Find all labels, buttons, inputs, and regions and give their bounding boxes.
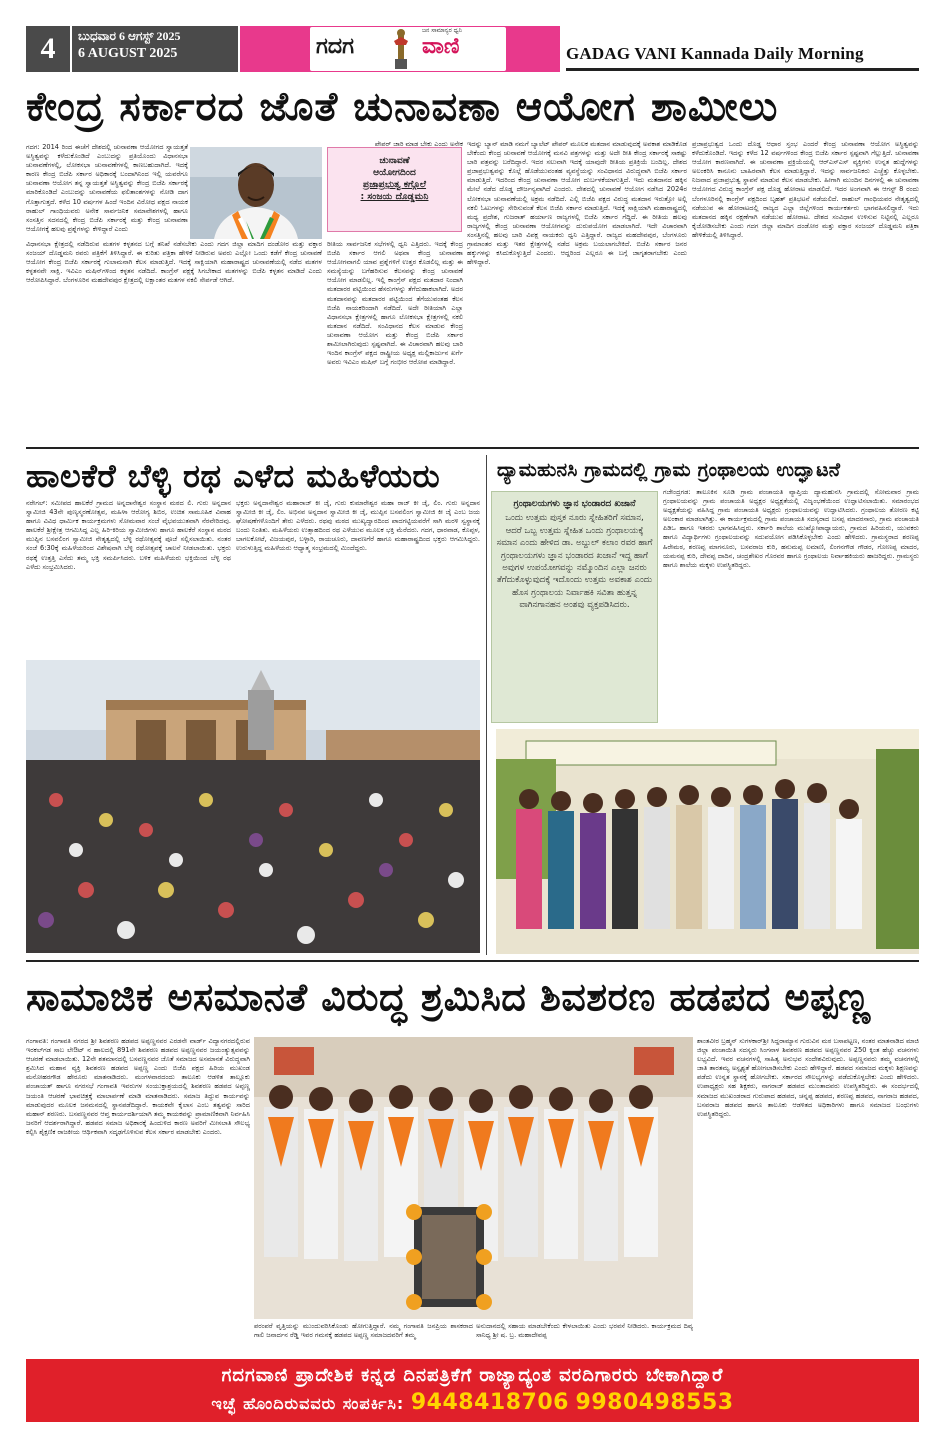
banner-contact-label: ಇಚ್ಛೆ ಹೊಂದಿರುವವರು ಸಂಪರ್ಕಿಸಿ: <box>211 1394 405 1413</box>
library-quote-title: ಗ್ರಂಥಾಲಯಗಳು ಜ್ಞಾನ ಭಂಡಾರದ ಖಜಾನೆ <box>513 499 636 509</box>
logo-word-vani: ವಾಣಿ <box>422 33 460 59</box>
story1-col1-bottom: ವಿಧಾನಸಭಾ ಕ್ಷೇತ್ರದಲ್ಲಿ ನಡೆದಿರುವ ಮತಗಳ ಕಳ್ಳತನದ ಬಗ್ಗೆ ತನಿಖೆ ನಡೆಸಬೇಕು ಎಂದು ಗದಗ ಜಿಲ್ಲಾ ಮಾದಿಗ ದಂಡೋರ ಮತ್ತು ವಕ್ತಾರ ಸಂಜಯ್ ದೊಡ್ಡಮನಿ ರವರು ಪತ್ರಿಕೆಗೆ ತಿಳಿಸಿದ್ದಾರೆ. ಈ ಕುರಿತು ಪತ್ರಿಕಾ ಹೇಳಿಕೆ ನೀಡಿರುವ ಅವರು ಎಲ್ಲೋ ಒಂದು ಕಡೆಗೆ ಕೇಂದ್ರ ಚುನಾವಣೆ ಆಯೋಗ ಕೇಂದ್ರ ಬಿಜೆಪಿ ಸರ್ಕಾರಕ್ಕೆ ಗುಲಾಮನಾಗಿ ಕೆಲಸ ಮಾಡುತ್ತಿದೆ. ಇದಕ್ಕೆ ಸಾಕ್ಷಿಯಾಗಿ ಮಹಾರಾಷ್ಟ್ರದ ಚುನಾವಣೆಯಲ್ಲಿ ನಡೆದ ಮತಗಳ ಕಳ್ಳತನವೇ ಸಾಕ್ಷಿ. ಇವಿಎಂ ಮಷಿನ್‌ಗಳಿಂದ ಕಳ್ಳತನ ನಡೆದಿದೆ. ಕಾಂಗ್ರೆಸ್ ಪಕ್ಷಕ್ಕೆ ಸಿಗಬೇಕಾದ ಮತಗಳನ್ನು ಬಿಜೆಪಿ ಕಳ್ಳತನ ಮಾಡಿದೆ ಎಂದು ಆರೋಪಿಸಿದ್ದಾರೆ. ಬೆಂಗಳೂರಿನ ಮಹದೇವಪುರ ಕ್ಷೇತ್ರದಲ್ಲಿ ಲಕ್ಷಾಂತರ ಮತಗಳ ನಕಲಿ ಸೇರ್ಪಡೆ ಆಗಿದೆ. <box>26 240 322 285</box>
logo-tagline: ಜನ ಸಾಮಾನ್ಯರ ಧ್ವನಿ <box>422 27 462 34</box>
group-image <box>496 729 919 954</box>
story4-col2: ಪರಂಪರೆ ವೃತ್ತಿಯನ್ನು ಮುಂದುವರಿಸಿಕೊಂಡು ಹೋಗುತ್ತಿದ್ದಾರೆ. ನಮ್ಮ ಗಂಗಾವತಿ ಜನಪ್ರಿಯ ಶಾಸಕರಾದ ಗಾಲಿ ಜನಾರ್ದನ ರೆಡ್ಡಿ ಇವರ ಗಮನಕ್ಕೆ ಹಡಪದ ಅಪ್ಪಣ್ಣ ಸಮಾಜದವರಿಗೆ ತಮ್ಮ <box>254 1322 473 1340</box>
crowd-image <box>26 660 480 953</box>
divider-2 <box>26 960 919 962</box>
library-quote-body: ಒಂದು ಉತ್ತಮ ಪುಸ್ತಕ ನೂರು ಸ್ನೇಹಿತರಿಗೆ ಸಮಾನ, ಆದರೆ ಒಬ್ಬ ಉತ್ತಮ ಸ್ನೇಹಿತ ಒಂದು ಗ್ರಂಥಾಲಯಕ್ಕೆ ಸಮಾನ ಎಂದು ಹೇಳಿದ ಡಾ. ಅಬ್ದುಲ್ ಕಲಾಂ ರವರ ಹಾಗೆ ಗ್ರಂಥಾಲಯಗಳು ಜ್ಞಾನ ಭಂಡಾರದ ಖಜಾನೆ ಇದ್ದ ಹಾಗೆ ಅವುಗಳ ಉಪಯೋಗವನ್ನು ನಮ್ಮೊಂದಿನ ಎಲ್ಲಾ ಜನರು ತೆಗೆದುಕೊಳ್ಳುವುದಕ್ಕೆ ಇದೊಂದು ಉತ್ತಮ ಅವಕಾಶ ಎಂದು ಹೊಸ ಗ್ರಂಥಾಲಯ ನಿರ್ವಾಹಕಿ ಸವಿತಾ ಹುತ್ತನ್ನ ವಾಗಿನಗಾನಹನ ಅಂಶವು ವ್ಯಕ್ತಪಡಿಸಿದರು. <box>496 513 653 611</box>
sanjay-doddamani-photo <box>190 147 322 239</box>
statue-icon <box>386 27 416 71</box>
page-number: 4 <box>26 26 70 72</box>
gadag-vani-logo <box>310 27 506 71</box>
story2-headline: ಹಾಲಕೆರೆ ಬೆಳ್ಳಿ ರಥ ಎಳೆದ ಮಹಿಳೆಯರು <box>26 457 441 495</box>
pull-quote-line4: : ಸಂಜಯ ದೊಡ್ಡಮನಿ <box>360 191 429 202</box>
date-kannada: ಬುಧವಾರ 6 ಆಗಸ್ಟ್ 2025 <box>78 29 181 43</box>
story1-col2-bottom: ರೀತಿಯ ಸಾರ್ವಜನಿಕ ಸಭೆಗಳಲ್ಲಿ ಧ್ವನಿ ಎತ್ತಿದರು. ಇದಕ್ಕೆ ಕೇಂದ್ರ ಬಿಜೆಪಿ ಸರ್ಕಾರ ಆಗಲಿ ಅಥವಾ ಕೇಂದ್ರ ಚುನಾವಣಾ ಆಯೋಗವಾಗಲಿ ಯಾವ ಪ್ರಶ್ನೆಗಳಿಗೆ ಉತ್ತರ ಕೊಡಲಿಲ್ಲ ಮತ್ತು ಈ ಸಮಸ್ಯೆಯನ್ನು ಬಗೆಹರಿಸುವ ಕೆಲಸವನ್ನು ಕೇಂದ್ರ ಚುನಾವಣೆ ಆಯೋಗ ಮಾಡಲಿಲ್ಲ. ಇಲ್ಲಿ ಕಾಂಗ್ರೆಸ್ ಪಕ್ಷದ ಮತದಾರ ನಿಂದಾಗಿ ಮತದಾರರ ಪಟ್ಟಿಯಿಂದ ಹೆಸರುಗಳನ್ನು ತೆಗೆದುಹಾಕಲಾಗಿದೆ. ಅದರ ಮತದಾನವನ್ನು ಮತದಾರರ ಪಟ್ಟಿಯಿಂದ ತೆಗೆಯುವಂತಹ ಕೆಲಸ ಬಿಜೆಪಿ ನಾಯಕರಿಂದಾಗಿ ನಡೆದಿದೆ. ಅದೇ ರೀತಿಯಾಗಿ ಎಲ್ಲಾ ವಿಧಾನಸಭಾ ಕ್ಷೇತ್ರಗಳಲ್ಲಿ ಹಾಗೂ ಲೋಕಸಭಾ ಕ್ಷೇತ್ರಗಳಲ್ಲಿ ನಕಲಿ ಮತದಾನ ನಡೆದಿದೆ. ಸಂವಿಧಾನದ ಕೆಲಸ ಮಾಡುವ ಕೇಂದ್ರ ಚುನಾವಣಾ ಆಯೋಗ ಮತ್ತು ಕೇಂದ್ರ ಬಿಜೆಪಿ ಸರ್ಕಾರ ಶಾಮೀಲಾಗಿರುವುದು ಸ್ಪಷ್ಟವಾಗಿದೆ. ಈ ವಿಚಾರವಾಗಿ ಹಲವು ಬಾರಿ ಇಂದಿನ ಕಾಂಗ್ರೆಸ್ ಪಕ್ಷದ ರಾಷ್ಟ್ರೀಯ ಅಧ್ಯಕ್ಷ ಮಲ್ಲಿಕಾರ್ಜುನ ಖರ್ಗೆ ಅವರು ಇವಿಎಂ ಮಷಿನ್ ಬಗ್ಗೆ ಗಂಭೀರ ಆರೋಪ ಮಾಡಿದ್ದಾರೆ. <box>327 240 463 367</box>
chariot-procession-photo <box>26 660 480 953</box>
masthead <box>26 26 919 72</box>
story1-col1-top: ಗದಗ: 2014 ರಿಂದ ಈಚೆಗೆ ದೇಶದಲ್ಲಿ ಚುನಾವಣಾ ಆಯೋಗದ ಸ್ವಾಯತ್ತತೆ ಅಸ್ಥಿತ್ವವನ್ನು ಕಳೆದುಕೊಂಡಿದೆ ಎಂಬುದನ್ನು ಪ್ರತಿಯೊಂದು ವಿಧಾನಸಭಾ ಚುನಾವಣೆಗಳಲ್ಲಿ, ಲೋಕಸಭಾ ಚುನಾವಣೆಗಳಲ್ಲಿ ಕಾಣಬಹುದಾಗಿದೆ. ಇದಕ್ಕೆ ಕಾರಣ ಕೇಂದ್ರ ಬಿಜೆಪಿ ಸರ್ಕಾರ ಅಧಿಕಾರಕ್ಕೆ ಬಂದಾಗಿನಿಂದ ಇಲ್ಲಿ ಯವರೆಗೂ ಚುನಾವಣಾ ಆಯೋಗ ತನ್ನ ಸ್ವಾಯತ್ತತೆ ಅಸ್ಥಿತ್ವವನ್ನು ಕೇಂದ್ರ ಬಿಜೆಪಿ ಸರ್ಕಾರಕ್ಕೆ ಮಾರಿಕೊಂಡಿದೆ ಎಂಬುದನ್ನು ಚುನಾವಣೆಯ ಫಲಿತಾಂಶಗಳನ್ನು ನೋಡಿ ದಾಗ ಗೊತ್ತಾಗುತ್ತದೆ. ಕಳೆದ 10 ವರ್ಷಗಳ ಹಿಂದೆ ಇಂದಿನ ವಿರೋಧ ಪಕ್ಷದ ನಾಯಕ ರಾಹುಲ್ ಗಾಂಧಿಯವರು ಅನೇಕ ಸಾರ್ವಜನಿಕ ಸಮಾವೇಶಗಳಲ್ಲಿ ಹಾಗೂ ಸಂಸತ್ತಿನ ಸದನದಲ್ಲಿ ಕೇಂದ್ರ ಬಿಜೆಪಿ ಸರ್ಕಾರಕ್ಕೆ ಮತ್ತು ಕೇಂದ್ರ ಚುನಾವಣಾ ಆಯೋಗಕ್ಕೆ ಹಲವು ಪ್ರಶ್ನೆಗಳನ್ನು ಕೇಳಿದ್ದಾರೆ ಎಂದು <box>26 143 188 233</box>
pull-quote-line2: ಆಯೋಗದಿಂದ <box>373 167 416 178</box>
story4-col1: ಗಂಗಾವತಿ: ಗಂಗಾವತಿ ನಗರದ ಶ್ರೀ ಶಿವಶರಣ ಹಡಪದ ಅಪ್ಪಣ್ಣನವರ ಎರಡನೇ ವಾರ್ಡ್ ವಿದ್ಯಾನಗರದಲ್ಲಿರುವ ಇರಕಲ್‌ಗಡ ಸಾಬ ಲೇಔಟ್ ನ ಹಾಲದಲ್ಲಿ 891ನೇ ಶಿವಶರಣ ಹಡಪದ ಅಪ್ಪಣ್ಣನವರ ಜಯಂತ್ಯುತ್ಸವವನ್ನು ಆಚರಣೆ ಮಾಡಲಾಯಿತು. 12ನೇ ಶತಮಾನದಲ್ಲಿ ಬಸವಣ್ಣನವರ ಜೊತೆ ಸಮಾಜದ ಅಸಮಾನತೆ ವಿರುದ್ಧವಾಗಿ ಶ್ರಮಿಸಿದ ಮಹಾನ ವ್ಯಕ್ತಿ ಶಿವಶರಣ ಹಡಪದ ಅಪ್ಪಣ್ಣ ಎಂದು ಬಿಜೆಪಿ ಪಕ್ಷದ ಹಿರಿಯ ಮುಖಂಡ ಮನೋಹರಗೌಡ ಹೇರೂರು ಮಾತನಾಡಿದರು. ಮಂಗಳವಾರದಂದು ತಾಲೂಕು ಆಡಳಿತ ತಾಲ್ಲೂಕು ಪಂಚಾಯತ್ ಹಾಗೂ ನಗರಸಭೆ ಗಂಗಾವತಿ ಇವರುಗಳ ಸಂಯುಕ್ತಾಶ್ರಯದಲ್ಲಿ ಶಿವಶರಣ ಹಡಪದ ಅಪ್ಪಣ್ಣ ಜಯಂತಿ ಆಚರಣೆ ಭಾವಚಿತ್ರಕ್ಕೆ ಮಾಲಾರ್ಪಣೆ ಮಾಡಿ ಮಾತನಾಡಿದರು. ಸಮಾಜ ತಿದ್ದುವ ಕಾರ್ಯವನ್ನು ಮಾಡುವುದರ ಮೂಲಕ ಜನಮನದಲ್ಲಿ ಸ್ಥಾನಪಡೆದಿದ್ದಾರೆ. ಕಾಯಕವೇ ಕೈಲಾಸ ಎಂಬ ತತ್ವವನ್ನು ಸಾರಿದ ಮಹಾನ್ ಶರಣರು. ಬಸವಣ್ಣನವರ ಆಪ್ತ ಕಾರ್ಯದರ್ಶಿಯಾಗಿ ತಮ್ಮ ಕಾಯಕವನ್ನು ಪ್ರಾಮಾಣಿಕವಾಗಿ ನಿರ್ವಹಿಸಿ ಜನರಿಗೆ ಆದರ್ಶರಾಗಿದ್ದಾರೆ. ಹಡಪದ ಸಮಾಜ ಅಧಿಕಾರಕ್ಕೆ ಹಿಂದುಳಿದ ಕಾರಣ ಅವರಿಗೆ ಮೀಸಲಾತಿ ಸೌಲಭ್ಯ ಕಲ್ಪಿಸಿ ಶೈಕ್ಷಣಿಕ ರಾಜಕೀಯ ಆರ್ಥಿಕವಾಗಿ ಸದೃಢಗೊಳಿಸುವ ಕೆಲಸ ಸರ್ಕಾರ ಮಾಡಬೇಕು ಎಂದರು. <box>26 1037 250 1136</box>
story1-pull-quote <box>327 147 462 232</box>
divider-1 <box>26 447 919 449</box>
story2-col1: ನರೇಗಲ್: ಸಮೀಪದ ಹಾಲಕೆರೆ ಗ್ರಾಮದ ಅನ್ನದಾನೇಶ್ವರ ಸಂಸ್ಥಾನ ಮಠದ ಲಿ. ಗುರು ಅನ್ನದಾನ ಸ್ವಾಮೀಜಿ 43ನೇ ಪುಣ್ಯಸ್ಮರಣೋತ್ಸವ, ಮಹಿಳಾ ಆರೋಗ್ಯ ಶಿಬಿರ, ಉಚಿತ ಸಾಮೂಹಿಕ ವಿವಾಹ ಹಾಗೂ ವಿವಿಧ ಧಾರ್ಮಿಕ ಕಾರ್ಯಕ್ರಮಗಳು ಸೋಮವಾರ ಸಂಜೆ ವೈಭವಯುತವಾಗಿ ನೆರವೇರಿದವು. ಹಾಲಕೆರೆ ಶ್ರೀಕ್ಷೇತ್ರ ಆಗಮಿಸಿದ್ದ ಎಲ್ಲ ಹಿರಿ-ಕಿರಿಯ ಸ್ವಾಮೀಜಿಗಳು ಹಾಗೂ ಹಾಲಕೆರೆ ಸಂಸ್ಥಾನ ಮಠದ ಮುಪ್ಪಿನ ಬಸವಲಿಂಗ ಸ್ವಾಮೀಜಿ ನೇತೃತ್ವದಲ್ಲಿ ಬೆಳ್ಳಿ ರಥೋತ್ಸವಕ್ಕೆ ಪೂಜೆ ಸಲ್ಲಿಸಲಾಯಿತು. ನಂತರ ಸಂಜೆ 6:30ಕ್ಕೆ ಮಹಿಳೆಯರಿಂದ ವಿಶೇಷವಾಗಿ ಬೆಳ್ಳಿ ರಥೋತ್ಸವಕ್ಕೆ ಚಾಲನೆ ನೀಡಲಾಯಿತು. ಭಕ್ತರು ರಥಕ್ಕೆ ಉತ್ತತ್ತಿ ಎಸೆದು ತಮ್ಮ ಭಕ್ತಿ ಸಮರ್ಪಿಸಿದರು. ಬಳಿಕ ಮಹಿಳೆಯರು ಭಕ್ತಿಯಿಂದ ಬೆಳ್ಳಿ ರಥ ಎಳೆದು ಸಂಭ್ರಮಿಸಿದರು. <box>26 499 231 571</box>
banner-line1: ಗದಗವಾಣಿ ಪ್ರಾದೇಶಿಕ ಕನ್ನಡ ದಿನಪತ್ರಿಕೆಗೆ ರಾಜ್ಯಾದ್ಯಂತ ವರದಿಗಾರರು ಬೇಕಾಗಿದ್ದಾರೆ <box>221 1365 724 1386</box>
portrait-image <box>190 147 322 239</box>
phone-number-2[interactable]: 9980498553 <box>575 1390 734 1415</box>
pull-quote-line3: ಪ್ರಜಾಪ್ರಭುತ್ವ ಕಗ್ಗೊಲೆ <box>362 179 427 190</box>
story1-col3: ಇದನ್ನು ಬ್ಯಾನ್ ಮಾಡಿ ನಮಗೆ ಬ್ಯಾಲೆಟ್ ಪೇಪರ್ ಮೂಲಕ ಮತದಾನ ಮಾಡುವುದಕ್ಕೆ ಅವಕಾಶ ಮಾಡಿಕೊಡ ಬೇಕೆಂದು ಕೇಂದ್ರ ಚುನಾವಣೆ ಆಯೋಗಕ್ಕೆ ಮನವಿ ಪತ್ರಗಳನ್ನು ಮತ್ತು ಅದೇ ರೀತಿ ಕೇಂದ್ರ ಸರ್ಕಾರಕ್ಕೆ ಸಾಕಷ್ಟು ಬಾರಿ ಪತ್ರವನ್ನು ಬರೆದಿದ್ದಾರೆ. ಇದರ ಸಲುವಾಗಿ ಇದಕ್ಕೆ ಯಾವುದೇ ರೀತಿಯ ಪ್ರತಿಕ್ರಿಯೆ ಬಂದಿಲ್ಲ. ದೇಶದ ಪ್ರಜಾಪ್ರಭುತ್ವವನ್ನು ಕೊಲ್ಲೆ ಹೊಡೆಯುವಂತಹ ವ್ಯವಸ್ಥೆಯನ್ನು ಸಂವಿಧಾನದ ವಿರುದ್ಧವಾಗಿ ಬಿಜೆಪಿ ಸರ್ಕಾರ ಮಾಡುತ್ತಿದೆ. ಇದರಿಂದ ಕೇಂದ್ರ ಚುನಾವಣಾ ಆಯೋಗ ದುರ್ಬಳಕೆಯಾಗುತ್ತಿದೆ. ಇದು ಮತದಾನದ ಹಕ್ಕಿನ ಮೇಲೆ ನಡೆದ ದೊಡ್ಡ ದೌರ್ಜನ್ಯವಾಗಿದೆ ಎಂದರು. ದೇಶದಲ್ಲಿ ಚುನಾವಣೆ ಆಯೋಗ ನಡೆಸಿದ 2024ರ ಲೋಕಸಭಾ ಚುನಾವಣೆಯಲ್ಲಿ ಅಕ್ರಮ ನಡೆದಿದೆ. ಎಲ್ಲಿ ಬಿಜೆಪಿ ಪಕ್ಷದ ವಿರುದ್ಧ ಮತದಾನ ಇರುತ್ತೋ ಅಲ್ಲಿ ನಕಲಿ ಓಟುಗಳನ್ನು ಸೇರಿಸುವಂತೆ ಕೆಲಸ ಬಿಜೆಪಿ ಸರ್ಕಾರ ಮಾಡುತ್ತಿದೆ. ಇದಕ್ಕೆ ಸಾಕ್ಷಿಯಾಗಿ ಮಹಾರಾಷ್ಟ್ರದಲ್ಲಿ ಮಧ್ಯ ಪ್ರದೇಶ, ಗುಜರಾತ್ ಹರ್ಯಾಣ ರಾಜ್ಯಗಳಲ್ಲಿ ಬಿಜೆಪಿ ಸರ್ಕಾರ ಗೆದ್ದಿದೆ. ಈ ರೀತಿಯ ಹಲವು ರಾಜ್ಯಗಳಲ್ಲಿ ಕೇಂದ್ರ ಚುನಾವಣಾ ಆಯೋಗವನ್ನು ದುರುಪಯೋಗ ಮಾಡಲಾಗಿದೆ. ಇದೇ ವಿಚಾರವಾಗಿ ಸಂಸತ್ತಿನಲ್ಲಿ ಹಲವು ಬಾರಿ ವಿಪಕ್ಷ ನಾಯಕರು ಧ್ವನಿ ಎತ್ತಿದ್ದಾರೆ. ರಾಜ್ಯದ ಮಹದೇವಪುರ, ಬೆಂಗಳೂರು ಗ್ರಾಮಾಂತರ ಮತ್ತು ಇತರ ಕ್ಷೇತ್ರಗಳಲ್ಲಿ ನಡೆದ ಅಕ್ರಮ ಬಯಲಾಗಬೇಕಿದೆ. ಬಿಜೆಪಿ ಸರ್ಕಾರ ಜನರ ಹಕ್ಕುಗಳನ್ನು ಕಸಿದುಕೊಳ್ಳುತ್ತಿದೆ ಎಂದರು. ಆದ್ದರಿಂದ ಎಲ್ಲರೂ ಈ ಬಗ್ಗೆ ಜಾಗೃತರಾಗಬೇಕು ಎಂದು ಹೇಳಿದ್ದಾರೆ. <box>467 140 687 267</box>
paper-name: GADAG VANI Kannada Daily Morning <box>566 44 864 63</box>
date-english: 6 AUGUST 2025 <box>78 46 178 61</box>
pull-quote-line1: ಚುನಾವಣೆ <box>379 155 410 166</box>
masthead-rule <box>566 68 919 71</box>
ceremony-image <box>254 1037 693 1319</box>
story4-col3: ಅನುದಾನದಲ್ಲಿ ಸಹಾಯ ಮಾಡಬೇಕೆಂದು ಕೇಳಲಾಯಿತು ಎಂದು ಭರವಸೆ ನೀಡಿದರು. ಕಾರ್ಯಕ್ರಮದ ದಿವ್ಯ ಸಾನಿಧ್ಯ ಶ್ರೀ ಷ. ಬ್ರ. ಮಹಾದೇವಪ್ಪ <box>476 1322 693 1340</box>
story1-col4: ಪ್ರಜಾಪ್ರಭುತ್ವದ ಒಂದು ದೊಡ್ಡ ಆಧಾರ ಸ್ತಂಭ ಎಂದರೆ ಕೇಂದ್ರ ಚುನಾವಣಾ ಆಯೋಗ ಅಸ್ಥಿತ್ವವನ್ನು ಕಳೆದುಕೊಂಡಿದೆ. ಇದನ್ನು ಕಳೆದ 12 ವರ್ಷಗಳಿಂದ ಕೇಂದ್ರ ಬಿಜೆಪಿ ಸರ್ಕಾರ ಸ್ಪಷ್ಟವಾಗಿ ಗೆಲ್ಲುತ್ತಿದೆ. ಚುನಾವಣಾ ಆಯೋಗ ಕಾರಣವಾಗಿದೆ. ಈ ಚುನಾವಣಾ ಪ್ರಕ್ರಿಯೆಯಲ್ಲಿ ಆರ್‌ಎಸ್‌ಎಸ್ ವ್ಯಕ್ತಿಗಳು ಉನ್ನತ ಹುದ್ದೆಗಳನ್ನು ಅಲಂಕರಿಸಿ ಕಾನೂನು ಬಾಹಿರವಾಗಿ ಕೆಲಸ ಮಾಡುತ್ತಿದ್ದಾರೆ. ಇದನ್ನು ಸಾರ್ವಜನಿಕರು ಎಚ್ಚೆತ್ತು ಕೊಳ್ಳಬೇಕು. ನಿಜವಾದ ಪ್ರಜಾಪ್ರಭುತ್ವ ಸ್ಥಾಪನೆ ಮಾಡುವ ಕೆಲಸ ಮಾಡಬೇಕು. ಹೀಗಾಗಿ ಮುಂದಿನ ದಿನಗಳಲ್ಲಿ ಈ ಚುನಾವಣಾ ಆಯೋಗದ ವಿರುದ್ಧ ಕಾಂಗ್ರೆಸ್ ಪಕ್ಷ ದೊಡ್ಡ ಹೋರಾಟ ಮಾಡಲಿದೆ. ಇದರ ಅಂಗವಾಗಿ ಈ ಆಗಸ್ಟ್ 8 ರಂದು ಬೆಂಗಳೂರಿನಲ್ಲಿ ಕಾಂಗ್ರೆಸ್ ಪಕ್ಷದಿಂದ ಬೃಹತ್ ಪ್ರತಿಭಟನೆ ನಡೆಯಲಿದೆ. ರಾಹುಲ್ ಗಾಂಧಿಯವರ ನೇತೃತ್ವದಲ್ಲಿ ನಡೆಯುವ ಈ ಹೋರಾಟದಲ್ಲಿ ರಾಜ್ಯದ ಎಲ್ಲಾ ಜಿಲ್ಲೆಗಳಿಂದ ಕಾರ್ಯಕರ್ತರು ಭಾಗವಹಿಸಲಿದ್ದಾರೆ. ಇದು ಮತದಾನದ ಹಕ್ಕಿನ ರಕ್ಷಣೆಗಾಗಿ ನಡೆಯುವ ಹೋರಾಟ. ದೇಶದ ಸಂವಿಧಾನ ಉಳಿಸುವ ನಿಟ್ಟಿನಲ್ಲಿ ಎಲ್ಲರೂ ಕೈಜೋಡಿಸಬೇಕು ಎಂದು ಗದಗ ಜಿಲ್ಲಾ ಮಾದಿಗ ದಂಡೋರ ಮತ್ತು ವಕ್ತಾರ ಸಂಜಯ್ ದೊಡ್ಡಮನಿ ಪತ್ರಿಕಾ ಹೇಳಿಕೆಯಲ್ಲಿ ತಿಳಿಸಿದ್ದಾರೆ. <box>692 140 919 239</box>
phone-number-1[interactable]: 9448418706 <box>410 1390 569 1415</box>
reporters-wanted-banner <box>26 1359 919 1422</box>
banner-line2 <box>26 1390 919 1415</box>
story4-col4: ಶಾಂತವೀರ ಬ್ರಹ್ಮನ್ ಸುಗಳಕಾರ್‌ಶ್ರೀ ಸಿದ್ದರಾಮ್ಯಾನ ಗುರುವಿನ ಮಠ ಬಸಾಪಟ್ಟಣ, ನಂತರ ಮಾತನಾಡಿದ ಮಾಜಿ ಜಿಲ್ಲಾ ಪಂಚಾಯಿತಿ ಸದಸ್ಯರು ಸಿಂಗನಾಳ ಶಿವಶರಣ ಹಡಪದ ಅಪ್ಪಣ್ಣನವರ 250 ಕ್ಕಿಂತ ಹೆಚ್ಚು ವಚನಗಳು ಲಭ್ಯವಿದೆ. ಇವರ ವಚನಗಳಲ್ಲಿ ಸಾಹಿತ್ಯ ಅನುಭವ ಸಂದೇಶವಿರುವುದು. ಅಪ್ಪಣ್ಣನವರು ತಮ್ಮ ವಚನಗಳಲ್ಲಿ ಜಾತಿ ತಾರತಮ್ಯ ಅಸ್ಪೃಶ್ಯತೆ ಹೋಗಲಾಡಿಸಬೇಕು ಎಂದು ಹೇಳಿದ್ದಾರೆ. ಹಡಪದ ಸಮಾಜದ ಮಕ್ಕಳು ಶಿಕ್ಷಣವನ್ನು ಪಡೆದು ಉನ್ನತ ಸ್ಥಾನಕ್ಕೆ ಹೋಗಬೇಕು. ಸರ್ಕಾರದ ಸೌಲಭ್ಯಗಳನ್ನು ಪಡೆದುಕೊಳ್ಳಬೇಕು ಎಂದು ಹೇಳಿದರು. ಉಪಾಧ್ಯಕ್ಷರು ಸಹ ಶಿಕ್ಷಕರು, ನಾಗರಾಜ್ ಹಡಪದ ಮುಂತಾದವರು ಉಪಸ್ಥಿತರಿದ್ದರು. ಈ ಸಂದರ್ಭದಲ್ಲಿ ಸಮಾಜದ ಮುಖಂಡರಾದ ಗುರುಪಾದ ಹಡಪದ, ಚನ್ನಪ್ಪ ಹಡಪದ, ಶರಣಪ್ಪ ಹಡಪದ, ನಾಗರಾಜ ಹಡಪದ, ಬಸವರಾಜ ಹಡಪದ ಹಾಗೂ ತಾಲೂಕು ಆಡಳಿತದ ಅಧಿಕಾರಿಗಳು ಹಾಗೂ ಸಮಾಜದ ಬಂಧುಗಳು ಉಪಸ್ಥಿತರಿದ್ದರು. <box>697 1037 919 1118</box>
story1-headline: ಕೇಂದ್ರ ಸರ್ಕಾರದ ಜೊತೆ ಚುನಾವಣಾ ಆಯೋಗ ಶಾಮೀಲು <box>26 84 779 130</box>
vertical-divider <box>486 455 487 955</box>
library-inauguration-photo <box>496 729 919 954</box>
story1-col2-top: ಪೇಪರ್ ಜಾರಿ ಮಾಡ ಬೇಕು ಎಂದು ಅನೇಕ <box>374 140 463 148</box>
story4-headline: ಸಾಮಾಜಿಕ ಅಸಮಾನತೆ ವಿರುದ್ಧ ಶ್ರಮಿಸಿದ ಶಿವಶರಣ ಹಡಪದ ಅಪ್ಪಣ್ಣ <box>26 975 871 1019</box>
library-quote-box <box>491 491 658 723</box>
story3-headline: ದ್ಯಾಮಹುನಸಿ ಗ್ರಾಮದಲ್ಲಿ ಗ್ರಾಮ ಗ್ರಂಥಾಲಯ ಉದ್ಘಾಟನೆ <box>497 459 841 481</box>
date-box <box>72 26 238 72</box>
logo-word-gadaga: ಗದಗ <box>316 33 355 59</box>
story2-col2: ಭಕ್ತರು ಅನ್ನದಾನೇಶ್ವರ ಮಹಾರಾಜ್ ಕೀ ಜೈ, ಗುರು ಕುಮಾರೇಶ್ವರ ಮಹಾ ರಾಜ್ ಕೀ ಜೈ, ಲಿಂ. ಗುರು ಅನ್ನದಾನ ಸ್ವಾಮೀಜಿ ಕೀ ಜೈ, ಲಿಂ. ಅಭಿನವ ಅನ್ನದಾನ ಸ್ವಾಮೀಜಿ ಕೀ ಜೈ, ಮುಪ್ಪಿನ ಬಸವಲಿಂಗ ಸ್ವಾಮೀಜಿ ಕೀ ಜೈ ಎಂಬ ಜಯ ಘೋಷಣೆಗಳೊಂದಿಗೆ ತೇರು ಎಳೆದರು. ರಥವು ಮಠದ ಮುಖ್ಯದ್ವಾರದಿಂದ ಪಾದಗಟ್ಟಿಯವರೆಗೆ ಸಾಗಿ ಮರಳಿ ಸ್ವಸ್ಥಾನಕ್ಕೆ ಬಂದು ನಿಂತಿತು. ಮಹಿಳೆಯರು ಉತ್ಸಾಹದಿಂದ ರಥ ಎಳೆಯುವ ಮೂಲಕ ಭಕ್ತಿ ಮೆರೆದರು. ಗದಗ, ಧಾರವಾಡ, ಕೊಪ್ಪಳ, ಬಾಗಲಕೋಟೆ, ವಿಜಯಪುರ, ಬಳ್ಳಾರಿ, ರಾಯಚೂರು, ದಾವಣಗೆರೆ ಹಾಗೂ ಮಹಾರಾಷ್ಟ್ರದಿಂದ ಭಕ್ತರು ಆಗಮಿಸಿದ್ದರು. ಉರುಳುತ್ತಿದ್ದ ಮಹಿಳೆಯರು ಆಧ್ಯಾತ್ಮ ಸಂಭ್ರಮದಲ್ಲಿ ಮಿಂದೆದ್ದರು. <box>236 499 480 553</box>
story3-col: ಗಜೇಂದ್ರಗಡ: ತಾಲೂಕಿನ ಸೂಡಿ ಗ್ರಾಮ ಪಂಚಾಯತಿ ವ್ಯಾಪ್ತಿಯ ದ್ಯಾಮಹುನಸಿ ಗ್ರಾಮದಲ್ಲಿ ಸೋಮವಾರ ಗ್ರಾಮ ಗ್ರಂಥಾಲಯವನ್ನು ಗ್ರಾಮ ಪಂಚಾಯತಿ ಅಧ್ಯಕ್ಷರ ಅಧ್ಯಕ್ಷತೆಯಲ್ಲಿ ವಿಜೃಂಭಣೆಯಿಂದ ಉದ್ಘಾಟಿಸಲಾಯಿತು. ಸಮಾರಂಭದ ಅಧ್ಯಕ್ಷತೆಯನ್ನು ವಹಿಸಿದ್ದ ಗ್ರಾಮ ಪಂಚಾಯತಿ ಅಧ್ಯಕ್ಷರು ಗ್ರಂಥಾಲಯವನ್ನು ಉದ್ಘಾಟಿಸಿದರು. ಗ್ರಂಥಾಲಯ ತೋರಣ ಕಟ್ಟಿ ಅಲಂಕಾರ ಮಾಡಲಾಗಿತ್ತು. ಈ ಕಾರ್ಯಕ್ರಮದಲ್ಲಿ ಗ್ರಾಮ ಪಂಚಾಯತಿ ಸದಸ್ಯರಾದ ಬಸಪ್ಪ ಮಾದರಸಾರು, ಗ್ರಾಮ ಪಂಚಾಯತಿ ಪಿಡಿಒ ಹಾಗೂ ಇತರರು ಭಾಗವಹಿಸಿದ್ದರು. ಸರ್ಕಾರಿ ಶಾಲೆಯ ಮುಖ್ಯೋಪಾಧ್ಯಾಯರು, ಗ್ರಾಮದ ಹಿರಿಯರು, ಯುವಕರು ಹಾಗೂ ವಿದ್ಯಾರ್ಥಿಗಳು ಗ್ರಂಥಾಲಯವನ್ನು ಸದುಪಯೋಗ ಪಡಿಸಿಕೊಳ್ಳಬೇಕು ಎಂದು ಹೇಳಿದರು. ಗ್ರಾಮಸ್ಥರಾದ ಶರಣಪ್ಪ ಹಿರೇಮಠ, ಶರಣಪ್ಪ ಮಾಗನೂರು, ಬಸವರಾಜ ಕುರಿ, ಹನುಮಪ್ಪ ಲಮಾಣಿ, ಲಿಂಗನಗೌಡ ಗೌಡರ, ಗೋಣಪ್ಪ ಮಾದರ, ಯಮನಪ್ಪ ಕುರಿ, ದೇವಪ್ಪ ದಾದಿನ, ಚಂದ್ರಶೇಖರ ಗೊರವರ ಹಾಗೂ ಗ್ರಂಥಾಲಯ ನಿರ್ವಾಹಕಿಯರು ಹಾಜರಿದ್ದರು. ಗ್ರಾಮಸ್ಥರು ಹಾಗೂ ಶಾಲೆಯ ಮಕ್ಕಳು ಉಪಸ್ಥಿತರಿದ್ದರು. <box>663 488 919 569</box>
jayanti-celebration-photo <box>254 1037 693 1319</box>
